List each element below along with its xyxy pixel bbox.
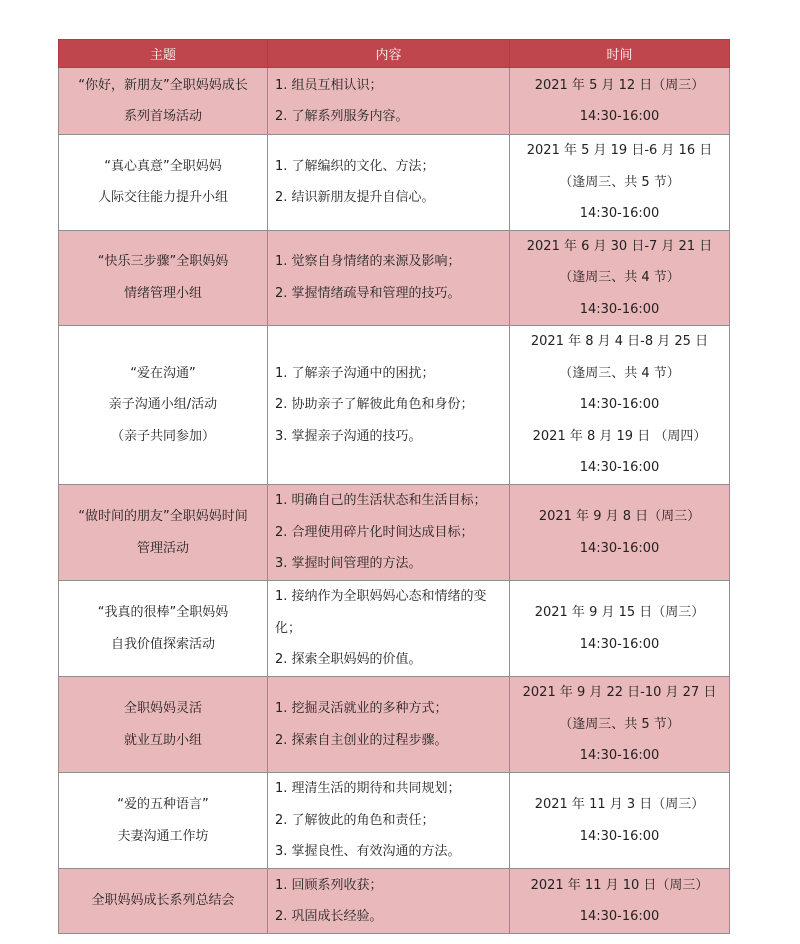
content-line: 1. 回顾系列收获； [275,877,383,893]
time-line: 14:30-16:00 [579,460,660,476]
topic-cell [59,135,268,231]
header-content: 内容 [268,40,510,68]
time-line: 2021 年 11 月 10 日（周三） [530,877,709,893]
topic-line: 亲子沟通小组/活动 [108,397,218,413]
topic-line: 全职妈妈成长系列总结会 [91,893,235,909]
topic-line: 情绪管理小组 [123,285,202,301]
table-row [59,773,730,869]
topic-cell [59,485,268,581]
topic-cell [59,230,268,326]
time-line: （逢周三、共 5 节） [559,174,680,190]
table-row [59,326,730,485]
content-line: 1. 了解编织的文化、方法； [275,158,435,174]
table-row [59,230,730,326]
content-cell [268,581,510,677]
header-time: 时间 [510,40,730,68]
topic-line: “做时间的朋友”全职妈妈时间 [78,509,248,524]
header-topic: 主题 [59,40,268,68]
content-line: 2. 探索自主创业的过程步骤。 [275,732,448,748]
content-line: 2. 巩固成长经验。 [275,909,383,924]
topic-line: “快乐三步骤”全职妈妈 [97,254,229,270]
topic-line: 管理活动 [136,540,189,556]
topic-line: “你好，新朋友”全职妈妈成长 [78,77,248,93]
content-line: 1. 了解亲子沟通中的困扰； [275,365,435,381]
time-line: （逢周三、共 5 节） [559,716,680,732]
time-line: 2021 年 9 月 15 日（周三） [534,605,705,620]
topic-line: “爱在沟通” [130,365,196,381]
content-line: 3. 掌握时间管理的方法。 [275,556,422,572]
time-line: 2021 年 9 月 8 日（周三） [538,509,701,524]
topic-line: 人际交往能力提升小组 [97,190,228,206]
topic-line: 就业互助小组 [123,732,202,748]
time-line: 14:30-16:00 [579,909,660,924]
time-cell [510,677,730,773]
topic-cell [59,773,268,869]
topic-line: “我真的很棒”全职妈妈 [97,605,229,620]
content-line: 2. 探索全职妈妈的价值。 [275,652,422,668]
table-row [59,581,730,677]
time-line: 14:30-16:00 [579,636,660,652]
time-cell [510,485,730,581]
time-line: 14:30-16:00 [579,206,660,221]
schedule-table [58,39,730,934]
time-line: 2021 年 11 月 3 日（周三） [534,797,705,812]
content-line: 2. 掌握情绪疏导和管理的技巧。 [275,285,461,301]
time-cell [510,230,730,326]
table-row [59,485,730,581]
time-line: 2021 年 8 月 19 日 （周四） [532,428,707,444]
table-row [59,68,730,135]
topic-line: “爱的五种语言” [117,797,209,812]
time-line: 2021 年 6 月 30 日-7 月 21 日 [526,238,713,254]
content-line: 1. 觉察自身情绪的来源及影响； [275,254,461,270]
time-line: （逢周三、共 4 节） [559,365,680,381]
topic-line: 夫妻沟通工作坊 [117,828,209,844]
content-line: 2. 结识新朋友提升自信心。 [275,190,435,206]
time-cell [510,581,730,677]
content-cell [268,68,510,135]
content-cell [268,326,510,485]
topic-cell [59,869,268,934]
time-line: 2021 年 8 月 4 日-8 月 25 日 [530,334,709,350]
content-line: 1. 理清生活的期待和共同规划； [275,781,461,797]
time-line: 14:30-16:00 [579,109,660,124]
topic-cell [59,68,268,135]
content-cell [268,677,510,773]
topic-cell [59,326,268,485]
content-line: 2. 协助亲子了解彼此角色和身份； [275,397,474,413]
time-line: 14:30-16:00 [579,301,660,317]
content-line: 3. 掌握良性、有效沟通的方法。 [275,844,461,860]
content-line: 2. 了解彼此的角色和责任； [275,812,435,828]
topic-line: 自我价值探索活动 [110,636,215,652]
topic-cell [59,581,268,677]
time-line: 2021 年 9 月 22 日-10 月 27 日 [522,685,717,701]
content-line: 1. 明确自己的生活状态和生活目标； [275,493,487,509]
time-line: 14:30-16:00 [579,540,660,556]
time-line: （逢周三、共 4 节） [559,270,680,285]
topic-line: （亲子共同参加） [110,428,215,444]
content-line: 1. 接纳作为全职妈妈心态和情绪的变化； [275,589,487,636]
time-cell [510,773,730,869]
header-row [59,40,730,68]
content-cell [268,135,510,231]
content-cell [268,485,510,581]
time-line: 2021 年 5 月 12 日（周三） [534,77,705,93]
content-line: 1. 组员互相认识； [275,77,383,93]
time-cell [510,135,730,231]
time-cell [510,869,730,934]
table-row [59,677,730,773]
content-line: 2. 合理使用碎片化时间达成目标； [275,524,474,540]
time-line: 14:30-16:00 [579,748,660,764]
content-cell [268,869,510,934]
time-cell [510,68,730,135]
time-line: 2021 年 5 月 19 日-6 月 16 日 [526,143,713,158]
topic-line: 系列首场活动 [123,109,202,124]
table-row [59,135,730,231]
time-cell [510,326,730,485]
topic-line: 全职妈妈灵活 [123,701,202,716]
content-line: 1. 挖掘灵活就业的多种方式； [275,701,448,716]
topic-cell [59,677,268,773]
content-cell [268,230,510,326]
content-line: 3. 掌握亲子沟通的技巧。 [275,428,422,444]
table-row [59,869,730,934]
time-line: 14:30-16:00 [579,828,660,844]
topic-line: “真心真意”全职妈妈 [104,158,222,174]
content-line: 2. 了解系列服务内容。 [275,109,409,124]
content-cell [268,773,510,869]
time-line: 14:30-16:00 [579,397,660,413]
